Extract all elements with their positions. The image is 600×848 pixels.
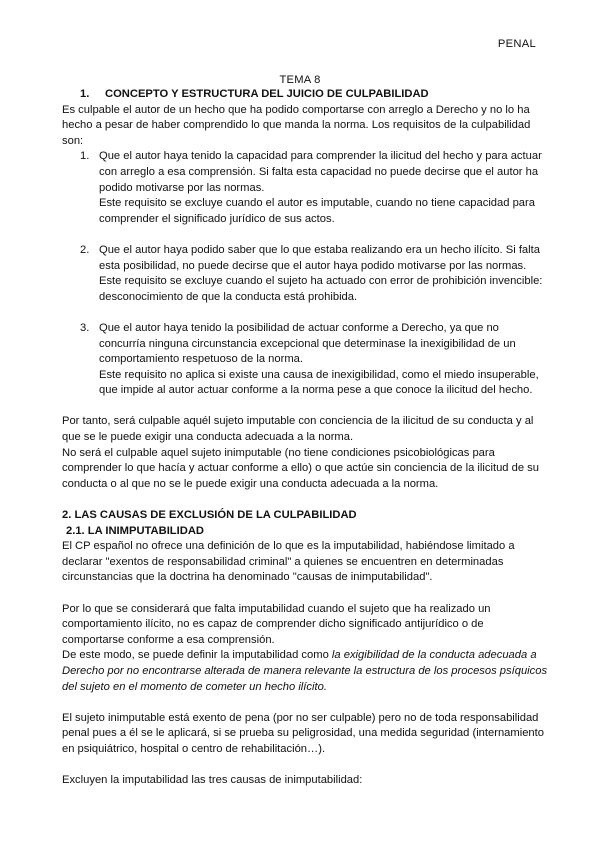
body-paragraph: El CP español no ofrece una definición de lo que es la imputabilidad, habiéndose limitado a declarar "exentos de responsabilidad criminal" a quienes se encuentren en determinadas circunstancias que la doctrina ha denominado "causas de inimputabilidad". — [62, 540, 515, 584]
requirement-text: Que el autor haya tenido la capacidad para comprender la ilicitud del hecho y para actuar con arreglo a esa comprensión. Si falta esta capacidad no puede decirse que el autor ha podido motivarse por las normas. — [99, 150, 542, 194]
section-1-title: CONCEPTO Y ESTRUCTURA DEL JUICIO DE CULPABILIDAD — [105, 88, 429, 100]
requirement-number: 3. — [80, 321, 90, 334]
section-1-number: 1. — [80, 88, 90, 100]
conclusion-paragraph: Por tanto, será culpable aquél sujeto imputable con conciencia de la ilicitud de su conducta y al que se le puede exigir una conducta adecuada a la norma. — [62, 415, 534, 444]
requirement-number: 2. — [80, 243, 90, 256]
body-paragraph: Excluyen la imputabilidad las tres causas de inimputabilidad: — [62, 774, 363, 787]
conclusion-paragraph: No será el culpable aquel sujeto inimputable (no tiene condiciones psicobiológicas para comprender lo que hacía y actuar conforme a ello) o que actúe sin conciencia de la ilicitud de su conducta o al que no se le puede exigir una conducta adecuada a la norma. — [62, 446, 539, 490]
definition-paragraph — [62, 648, 548, 695]
definition-italic: la exigibilidad de la conducta adecuada a Derecho por no encontrarse alterada de manera relevante la estructura de los procesos psíquicos del sujeto en el momento de cometer un hecho ilícito. — [62, 649, 548, 693]
requirement-note: Este requisito se excluye cuando el sujeto ha actuado con error de prohibición invencible: desconocimiento de que la conducta está prohibida. — [99, 275, 543, 303]
section-1-intro: Es culpable el autor de un hecho que ha podido comportarse con arreglo a Derecho y no lo ha hecho a pesar de haber comprendido lo que manda la norma. Los requisitos de la culpabilidad son: — [62, 103, 531, 147]
requirement-number: 1. — [80, 150, 90, 163]
requirement-note: Este requisito no aplica si existe una causa de inexigibilidad, como el miedo insuperable, que impide al autor actuar conforme a la norma pese a que conoce la ilicitud del hecho. — [99, 368, 539, 397]
requirement-note: Este requisito se excluye cuando el autor es imputable, cuando no tiene capacidad para comprender el significado jurídico de sus actos. — [99, 197, 535, 225]
requirement-text: Que el autor haya tenido la posibilidad de actuar conforme a Derecho, ya que no concurría ninguna circunstancia excepcional que determinase la inexigibilidad de un comportamiento respetuoso de la norma. — [99, 321, 516, 366]
section-2-heading: 2. LAS CAUSAS DE EXCLUSIÓN DE LA CULPABILIDAD — [62, 509, 357, 522]
requirements-list — [62, 149, 548, 399]
requirement-text: Que el autor haya podido saber que lo que estaba realizando era un hecho ilícito. Si falta esta posibilidad, no puede decirse que el autor haya podido motivarse por las normas. — [99, 243, 540, 272]
definition-lead: De este modo, se puede definir la imputabilidad como — [62, 649, 332, 662]
document-body — [62, 87, 548, 789]
body-paragraph: El sujeto inimputable está exento de pena (por no ser culpable) pero no de toda responsabilidad penal pues a él se le aplicará, si se prueba su peligrosidad, una medida seguridad (internamiento en psiquiátrico, hospital o centro de rehabilitación…). — [62, 711, 544, 755]
section-1-heading — [62, 87, 548, 103]
requirement-item — [62, 321, 548, 399]
topic-title: TEMA 8 — [279, 74, 321, 86]
subsection-2-1-heading: 2.1. LA INIMPUTABILIDAD — [66, 524, 204, 537]
requirement-item — [62, 243, 548, 305]
requirement-item — [62, 149, 548, 227]
body-paragraph: Por lo que se considerará que falta imputabilidad cuando el sujeto que ha realizado un comportamiento ilícito, no es capaz de comprender dicho significado antijurídico o de comportarse conforme a esa comprensión. — [62, 602, 491, 646]
page-header-label: PENAL — [497, 38, 536, 50]
